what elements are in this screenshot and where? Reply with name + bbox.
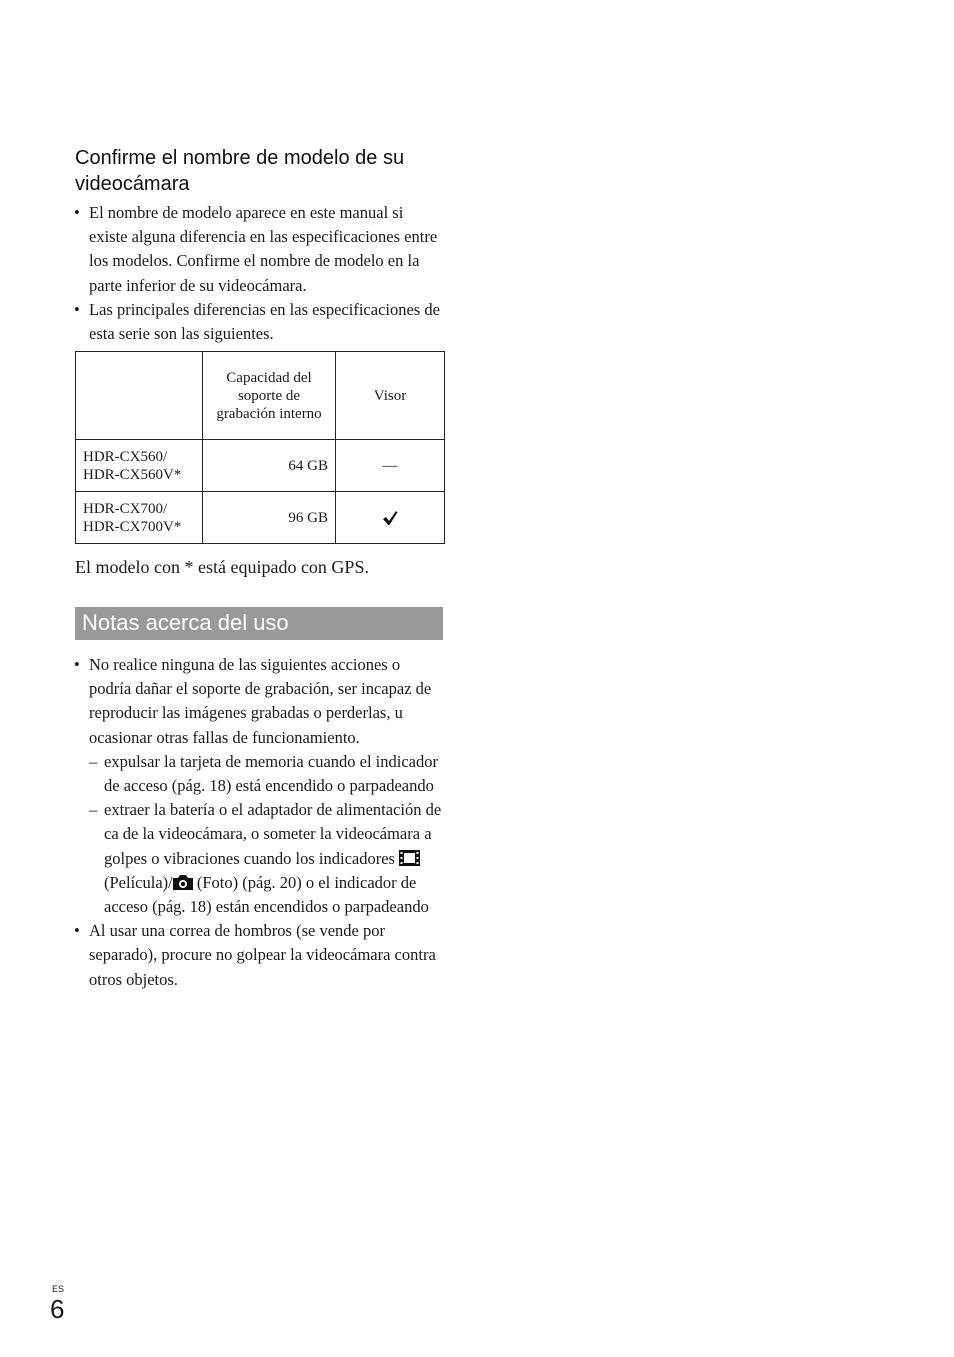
movie-icon bbox=[399, 850, 420, 866]
bullet-symbol: • bbox=[74, 299, 80, 319]
table-cell-visor bbox=[336, 492, 445, 544]
dash-symbol: – bbox=[89, 751, 98, 771]
list-item bbox=[75, 201, 445, 298]
table-cell-capacity: 64 GB bbox=[203, 440, 336, 492]
table-row bbox=[76, 492, 445, 544]
section-heading-model: Confirme el nombre de modelo de su videocámara bbox=[75, 147, 405, 195]
table-cell-model: HDR-CX700/ HDR-CX700V* bbox=[76, 492, 203, 544]
language-code: ES bbox=[52, 1284, 65, 1294]
gps-note: El modelo con * está equipado con GPS. bbox=[75, 557, 369, 577]
usage-bullet-list bbox=[75, 653, 445, 992]
dash-text: (Foto) (pág. 20) o el indicador de acceso (pág. 18) están encendidos o parpadeando bbox=[104, 872, 429, 917]
list-item bbox=[75, 653, 445, 919]
spec-table bbox=[75, 351, 445, 544]
bullet-symbol: • bbox=[74, 921, 80, 941]
camera-icon bbox=[173, 874, 193, 890]
table-header-row bbox=[76, 352, 445, 440]
table-cell-model: HDR-CX560/ HDR-CX560V* bbox=[76, 440, 203, 492]
bullet-text: No realice ninguna de las siguientes acciones o podría dañar el soporte de grabación, ser incapaz de reproducir las imágenes grabadas o perderlas, u ocasionar otras fallas de funcionamiento. bbox=[89, 655, 432, 747]
list-item bbox=[89, 750, 445, 798]
bullet-symbol: • bbox=[74, 655, 80, 674]
bullet-symbol: • bbox=[74, 203, 80, 222]
dash-text: expulsar la tarjeta de memoria cuando el indicador de acceso (pág. 18) está encendido o parpadeando bbox=[104, 751, 438, 796]
bullet-text: Al usar una correa de hombros (se vende por separado), procure no golpear la videocámara contra otros objetos. bbox=[89, 921, 436, 989]
table-header-visor: Visor bbox=[336, 352, 445, 440]
table-row bbox=[76, 440, 445, 492]
list-item bbox=[75, 298, 445, 346]
model-notes bbox=[75, 201, 445, 346]
bullet-text: El nombre de modelo aparece en este manual si existe alguna diferencia en las especificaciones entre los modelos. Confirme el nombre de modelo en la parte inferior de su videocámara. bbox=[89, 203, 438, 295]
model-bullet-list bbox=[75, 201, 445, 346]
table-cell-capacity: 96 GB bbox=[203, 492, 336, 544]
list-item bbox=[75, 919, 445, 992]
bullet-text: Las principales diferencias en las especificaciones de esta serie son las siguientes. bbox=[89, 299, 440, 344]
table-header-capacity: Capacidad del soporte de grabación interno bbox=[203, 352, 336, 440]
usage-notes bbox=[75, 653, 445, 992]
page-number: 6 bbox=[50, 1294, 65, 1324]
check-icon bbox=[381, 509, 399, 527]
section-title: Notas acerca del uso bbox=[82, 610, 289, 635]
section-title-bar bbox=[75, 607, 443, 640]
dash-text: extraer la batería o el adaptador de alimentación de ca de la videocámara, o someter la videocámara a golpes o vibraciones cuando los indicadores bbox=[104, 800, 442, 868]
dash-text: (Película)/ bbox=[104, 872, 173, 892]
dash-list bbox=[89, 750, 445, 919]
table-cell-visor: — bbox=[336, 440, 445, 492]
dash-symbol: – bbox=[89, 800, 98, 820]
table-header-model bbox=[76, 352, 203, 440]
list-item bbox=[89, 798, 445, 919]
